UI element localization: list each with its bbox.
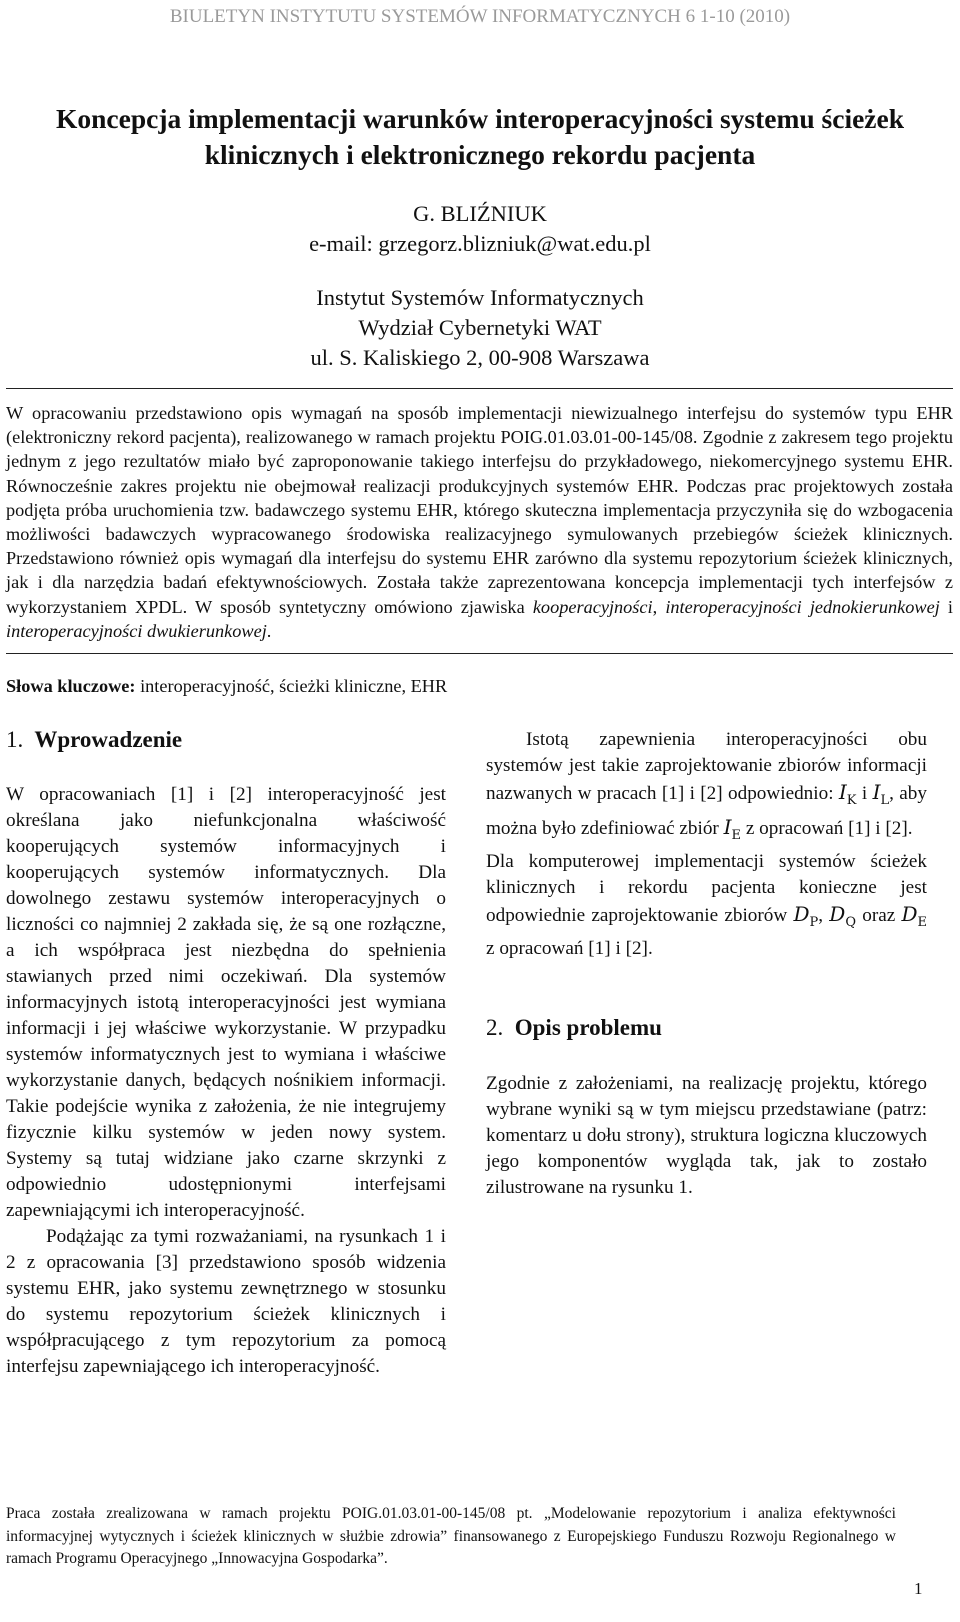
section-2-number: 2.	[486, 1015, 504, 1040]
math-IL-sub: L	[880, 793, 890, 808]
math-IE-base: I	[723, 815, 732, 839]
paper-title	[0, 101, 960, 173]
math-DE	[901, 902, 928, 930]
right-p1-text-c: , aby można było zdefiniować zbiór	[486, 783, 927, 839]
right-p2-text-a: Dla komputerowej implementacji systemów ścieżek klinicznych i rekordu pacjenta konieczne jest odpowiednie zaprojektowanie zbiorów	[486, 851, 927, 926]
math-IK-sub: K	[846, 793, 857, 808]
journal-header: BIULETYN INSTYTUTU SYSTEMÓW INFORMATYCZNYCH 6 1-10 (2010)	[169, 6, 791, 27]
math-IE	[723, 815, 742, 843]
abstract-term-2: interoperacyjności jednokierunkowej	[665, 596, 940, 617]
affiliation-line-1: Instytut Systemów Informatycznych	[316, 285, 644, 310]
right-p2-text-d: z opracowań [1] i [2].	[486, 938, 653, 959]
title-line-1: Koncepcja implementacji warunków interoperacyjności systemu ścieżek	[55, 103, 905, 134]
right-p1-text-a: Istotą zapewnienia interoperacyjności obu systemów jest takie zaprojektowanie zbiorów informacji nazwanych w pracach [1] i [2] odpowiednio:	[486, 729, 927, 804]
math-DQ	[829, 902, 856, 930]
keywords-label: Słowa kluczowe:	[6, 676, 136, 696]
author-name: G. BLIŹNIUK	[413, 201, 547, 226]
abstract-bottom-rule	[6, 653, 953, 654]
author-email: e-mail: grzegorz.blizniuk@wat.edu.pl	[309, 231, 651, 256]
footnote: Praca została zrealizowana w ramach projektu POIG.01.03.01-00-145/08 pt. „Modelowanie repozytorium i analiza efektywności informacyjnej wytycznych i ścieżek klinicznych w służbie zdrowia” finansowanego z Europejskiego Funduszu Rozwoju Regionalnego w ramach Programu Operacyjnego „Innowacyjna Gospodarka”.	[6, 1505, 896, 1567]
math-DP-sub: P	[809, 915, 819, 930]
right-p1-text-d: z opracowań [1] i [2].	[741, 818, 913, 839]
math-DE-base: D	[901, 902, 918, 926]
section-1-number: 1.	[6, 727, 24, 752]
math-DQ-base: D	[829, 902, 846, 926]
abstract-sep-1: ,	[652, 596, 666, 617]
section-1-title: Wprowadzenie	[34, 727, 183, 752]
abstract-top-rule	[6, 388, 953, 389]
affiliation-line-2: Wydział Cybernetyki WAT	[358, 315, 602, 340]
section-2-title: Opis problemu	[514, 1015, 662, 1040]
left-column	[6, 782, 446, 1380]
math-IL-base: I	[872, 780, 881, 804]
section-1-paragraph-1: W opracowaniach [1] i [2] interoperacyjność jest określana jako niefunkcjonalna właściwość kooperujących systemów informacyjnych i kooperujących systemów informatycznych. Dla dowolnego zestawu systemów interoperacyjnych o liczności co najmniej 2 zakłada się, że są one rozłączne, a ich współpraca jest niezbędna do spełnienia stawianych przed nimi oczekiwań. Dla systemów informacyjnych istotą interoperacyjności jest wymiana informacji i jej właściwe wykorzystanie. W przypadku systemów informatycznych jest to wymiana i właściwe wykorzystanie danych, będących nośnikiem informacji. Takie podejście wynika z założenia, że nie integrujemy fizycznie kilku systemów w jeden nowy system. Systemy są tutaj widziane jako czarne skrzynki z odpowiednio udostępnionymi interfejsami zapewniającymi ich interoperacyjność.	[6, 784, 446, 1221]
section-2-paragraph-1: Zgodnie z założeniami, na realizację projektu, którego wybrane wyniki są w tym miejscu przedstawiane (patrz: komentarz u dołu strony), struktura logiczna kluczowych jego komponentów wygląda tak, jak to zostało zilustrowane na rysunku 1.	[486, 1073, 927, 1198]
right-p2-text-c: oraz	[856, 905, 902, 926]
section-2-column	[486, 1071, 927, 1201]
abstract	[6, 401, 953, 643]
abstract-sep-2: i	[939, 596, 953, 617]
page-number: 1	[914, 1579, 923, 1598]
abstract-end: .	[266, 620, 272, 641]
section-2-heading	[486, 1015, 662, 1041]
affiliation-block	[0, 283, 960, 373]
math-DE-sub: E	[917, 915, 928, 930]
abstract-term-1: kooperacyjności	[532, 596, 653, 617]
affiliation-line-3: ul. S. Kaliskiego 2, 00-908 Warszawa	[310, 345, 650, 370]
math-DQ-sub: Q	[845, 915, 856, 930]
right-p1-text-b: i	[856, 783, 873, 804]
author-block	[0, 199, 960, 259]
math-IE-sub: E	[731, 828, 742, 843]
section-1-paragraph-2: Podążając za tymi rozważaniami, na rysunkach 1 i 2 z opracowania [3] przedstawiono sposób widzenia systemu EHR, jako systemu zewnętrznego w stosunku do systemu repozytorium ścieżek klinicznych i współpracującego z tym repozytorium za pomocą interfejsu zapewniającego ich interoperacyjność.	[6, 1226, 446, 1377]
math-DP	[793, 902, 819, 930]
section-1-heading	[6, 727, 182, 753]
right-paragraph-2	[486, 849, 927, 962]
right-column	[486, 727, 927, 962]
keywords-text: interoperacyjność, ścieżki kliniczne, EHR	[135, 676, 448, 696]
abstract-text: W opracowaniu przedstawiono opis wymagań na sposób implementacji niewizualnego interfejsu do systemów typu EHR (elektroniczny rekord pacjenta), realizowanego w ramach projektu POIG.01.03.01-00-145/08. Zgodnie z zakresem tego projektu jednym z jego rezultatów miało być zaproponowanie takiego interfejsu do przykładowego, niekomercyjnego systemu EHR. Równocześnie zakres projektu nie obejmował realizacji produkcyjnych systemów EHR. Podczas prac projektowych została podjęta próba uruchomienia tzw. badawczego systemu EHR, którego skuteczna implementacja przyczyniła się do wzbogacenia możliwości badawczych wypracowanego środowiska realizacyjnego symulowanych przebiegów ścieżek klinicznych. Przedstawiono również opis wymagań dla interfejsu do systemu EHR zarówno dla systemu repozytorium ścieżek klinicznych, jak i dla narzędzia badań efektywnościowych. Została także zaprezentowana koncepcja implementacji tych interfejsów z wykorzystaniem XPDL. W sposób syntetyczny omówiono zjawiska	[6, 403, 953, 617]
right-paragraph-1	[486, 727, 927, 849]
math-IK-base: I	[838, 780, 847, 804]
math-DP-base: D	[793, 902, 810, 926]
math-IK	[838, 780, 857, 808]
keywords	[6, 676, 447, 697]
math-IL	[872, 780, 890, 808]
abstract-term-3: interoperacyjności dwukierunkowej	[6, 620, 267, 641]
right-p2-text-b: ,	[818, 905, 830, 926]
title-line-2: klinicznych i elektronicznego rekordu pacjenta	[204, 139, 756, 170]
